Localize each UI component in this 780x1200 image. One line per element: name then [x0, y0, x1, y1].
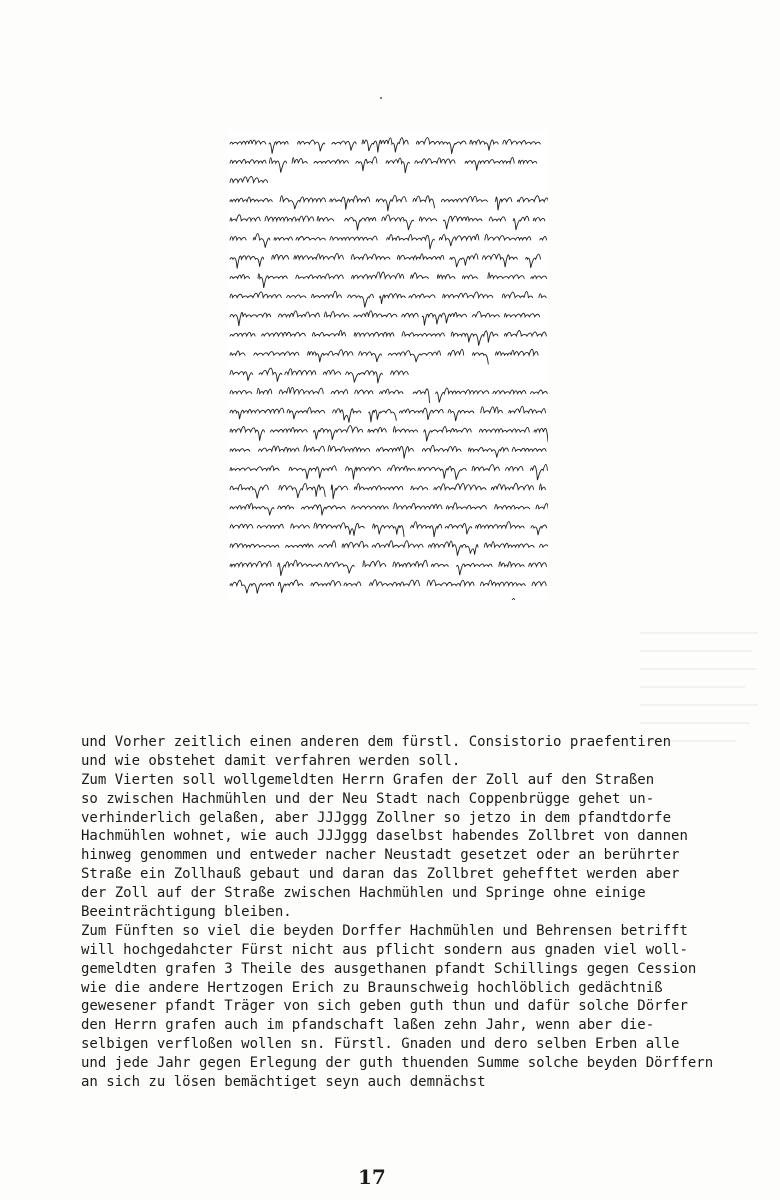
transcription-line: und Vorher zeitlich einen anderen dem fürstl. Consistorio praefentiren	[81, 734, 672, 750]
handwriting-line	[230, 426, 548, 442]
handwriting-line	[230, 387, 547, 402]
handwriting-line	[230, 311, 540, 326]
handwriting-line	[230, 157, 537, 173]
handwriting-line	[230, 541, 548, 556]
handwriting-line	[230, 503, 548, 516]
transcription-line: Zum Vierten soll wollgemeldten Herrn Grafen der Zoll auf den Straßen	[81, 771, 655, 788]
handwriting-line	[230, 406, 546, 422]
transcription-line: selbigen verfloßen wollen sn. Fürstl. Gnaden und dero selben Erben alle	[81, 1036, 680, 1053]
transcription-line: und jede Jahr gegen Erlegung der guth thuenden Summe solche beyden Dörffern	[81, 1055, 714, 1072]
handwriting-line	[230, 253, 540, 268]
transcription-line: der Zoll auf der Straße zwischen Hachmühlen und Springe ohne einige	[81, 885, 646, 902]
handwriting-line	[230, 580, 546, 594]
handwriting-line	[230, 368, 408, 383]
handwriting-line	[230, 330, 546, 346]
transcription-line: verhinderlich gelaßen, aber JJJggg Zollner so jetzo in dem pfandtdorfe	[81, 809, 672, 826]
transcription-line: gemeldten grafen 3 Theile des ausgethanen pfandt Schillings gegen Cession	[81, 960, 697, 977]
transcription-line: und wie obstehet damit verfahren werden soll.	[81, 752, 461, 769]
handwriting-line	[230, 291, 546, 307]
transcription-line: wie die andere Hertzogen Erich zu Braunschweig hochlöblich gedächtniß	[81, 979, 663, 996]
transcription-line: will hochgedahcter Fürst nicht aus pflicht sondern aus gnaden viel woll-	[81, 941, 688, 958]
handwriting-line	[230, 234, 547, 250]
handwriting-line	[230, 464, 547, 480]
page-number: 17	[358, 1165, 386, 1189]
handwriting-line	[230, 483, 545, 499]
handwriting-line	[230, 599, 538, 600]
handwriting-line	[230, 272, 547, 288]
transcription-line: so zwischen Hachmühlen und der Neu Stadt nach Coppenbrügge gehet un-	[81, 790, 655, 807]
handwritten-script-image	[228, 130, 548, 600]
handwriting-line	[230, 560, 547, 576]
transcription-line: Hachmühlen wohnet, wie auch JJJggg daselbst habendes Zollbret von dannen	[81, 828, 688, 845]
transcription-line: an sich zu lösen bemächtiget seyn auch demnächst	[81, 1074, 486, 1091]
handwriting-line	[230, 195, 548, 211]
transcription-line: Zum Fünften so viel die beyden Dorffer Hachmühlen und Behrensen betrifft	[81, 922, 688, 939]
paper-speck	[380, 97, 382, 99]
manuscript-facsimile	[228, 130, 548, 600]
transcription-line: Straße ein Zollhauß gebaut und daran das Zollbret gehefftet werden aber	[81, 866, 680, 883]
transcription-line: gewesener pfandt Träger von sich geben guth thun und dafür solche Dörfer	[81, 998, 688, 1015]
handwriting-line	[230, 138, 540, 154]
handwriting-line	[230, 522, 547, 538]
handwriting-line	[230, 349, 538, 364]
handwriting-line	[230, 215, 545, 231]
transcription-line: hinweg genommen und entweder nacher Neustadt gesetzet oder an berührter	[81, 847, 680, 864]
handwriting-line	[230, 445, 546, 458]
transcription-line: Beeinträchtigung bleiben.	[81, 904, 292, 921]
transcription-line: den Herrn grafen auch im pfandschaft laßen zehn Jahr, wenn aber die-	[81, 1017, 655, 1034]
transcription-text	[81, 733, 771, 1092]
handwriting-line	[230, 176, 268, 182]
